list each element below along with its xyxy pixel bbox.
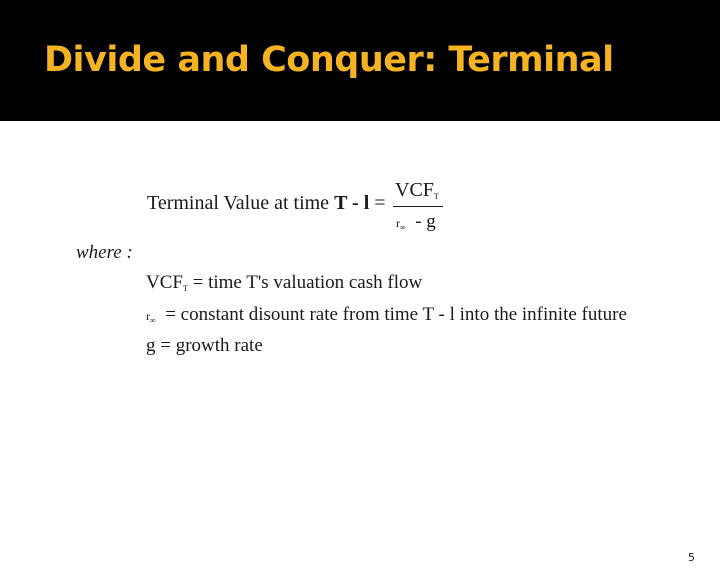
r-subscript: ∞ bbox=[150, 316, 156, 325]
vcf-definition: = time T's valuation cash flow bbox=[187, 272, 423, 293]
equation-lhs-time: T - l bbox=[334, 192, 370, 214]
vcf-symbol: VCF bbox=[146, 272, 183, 293]
numerator-subscript: T bbox=[433, 192, 439, 201]
slide-title: Divide and Conquer: Terminal bbox=[44, 40, 614, 80]
numerator-vcf: VCF bbox=[395, 179, 434, 201]
equation-equals: = bbox=[369, 192, 386, 214]
r-definition: = constant disount rate from time T - l into the infinite future bbox=[155, 304, 627, 325]
fraction-numerator bbox=[395, 179, 439, 202]
equation-lhs-prefix: Terminal Value at time bbox=[147, 192, 335, 214]
fraction-denominator bbox=[396, 211, 436, 233]
denominator-r: r bbox=[396, 216, 400, 230]
denominator-minus-g: - g bbox=[405, 211, 436, 232]
fraction-bar bbox=[393, 206, 443, 207]
title-bar bbox=[0, 0, 720, 121]
where-label: where : bbox=[76, 242, 133, 263]
definition-vcf bbox=[146, 272, 422, 294]
r-symbol: r bbox=[146, 309, 150, 323]
page-number: 5 bbox=[688, 551, 695, 564]
definition-discount-rate bbox=[146, 304, 627, 326]
terminal-value-equation-lhs bbox=[147, 192, 386, 215]
vcf-subscript: T bbox=[182, 284, 188, 293]
definition-growth-rate: g = growth rate bbox=[146, 335, 263, 356]
denominator-subscript: ∞ bbox=[400, 223, 406, 232]
